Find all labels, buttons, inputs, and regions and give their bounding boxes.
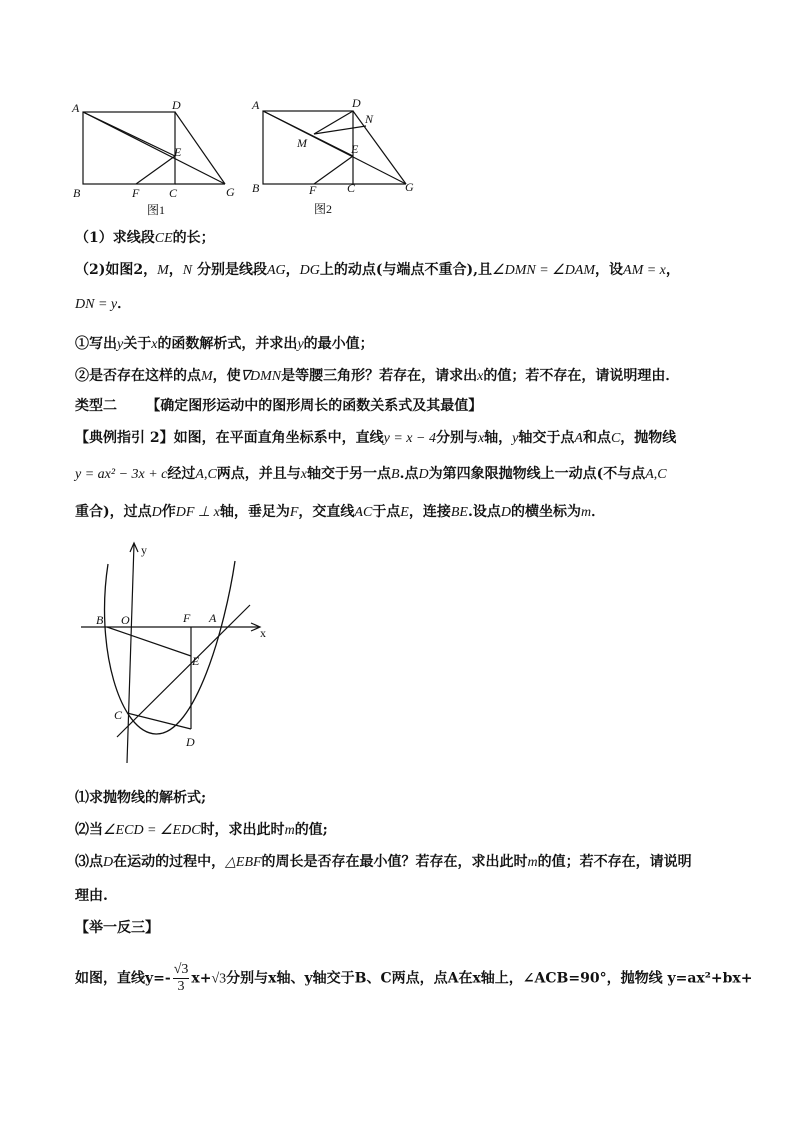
point-d: D (500, 505, 511, 520)
segment-be (107, 627, 191, 656)
point-n: N (182, 263, 193, 278)
q2-comma: ， (665, 262, 680, 278)
var-m: m (284, 823, 295, 838)
sqrt3: √3 (211, 971, 227, 987)
text: ⑴求抛物线的解析式; (75, 790, 207, 806)
label-b: B (252, 181, 260, 195)
label-b: B (73, 186, 81, 200)
text: 于点 (372, 504, 401, 520)
juyi-heading (75, 918, 755, 938)
parabola-equation: y = ax² − 3x + c (75, 467, 168, 482)
q2-comma: ， (168, 262, 183, 278)
triangle-dmn: ∇DMN (240, 369, 282, 384)
text: ②是否存在这样的点 (75, 368, 201, 384)
segment-ef (136, 156, 175, 184)
label-f: F (309, 183, 317, 197)
text: 两点，并且与 (216, 466, 301, 482)
dn-equals-y: DN = y (75, 297, 118, 312)
text: 分别与x轴、y轴交于B、C两点，点A在x轴上，∠ACB=90°，抛物线 y=ax²+bx+ (226, 970, 753, 987)
question-2-cont (75, 294, 755, 315)
text: x+ (191, 970, 212, 987)
figure-2-caption: 图2 (314, 202, 333, 216)
sub-question-3 (75, 852, 755, 873)
example-2-line-1 (75, 428, 755, 449)
text: 的最小值； (303, 336, 374, 352)
sub-question-1 (75, 788, 755, 808)
type-2-heading (75, 396, 755, 416)
text: 经过 (167, 466, 196, 482)
point-d: D (103, 855, 114, 870)
axis-x-label: x (260, 626, 266, 640)
segment-be: BE (450, 505, 468, 520)
question-1-prefix: （1）求线段 (75, 230, 155, 246)
text: 时，求出此时 (200, 822, 285, 838)
text: 的值; (294, 822, 328, 838)
var-y: y (297, 337, 304, 352)
text: 的周长是否存在最小值？若存在，求出此时 (261, 854, 528, 870)
angle-equation: ∠DMN = ∠DAM (492, 263, 596, 278)
question-2 (75, 260, 755, 281)
label-m: M (297, 136, 307, 150)
q2-text: 分别是线段 (192, 262, 267, 278)
am-equals-x: AM = x (623, 263, 666, 278)
label-n: N (365, 112, 374, 126)
q2-text: 上的动点(与端点不重合),且 (319, 262, 493, 278)
example-tag: 【典例指引 2】 (75, 430, 174, 446)
axis-y-label: y (141, 543, 147, 557)
text: 分别与 (435, 430, 478, 446)
point-f: F (289, 505, 299, 520)
var-m: m (527, 855, 538, 870)
figure-1-caption: 图1 (147, 203, 166, 217)
q2-text: ，设 (595, 262, 624, 278)
figure-2 (248, 96, 428, 220)
segment-ae (83, 112, 175, 156)
point-d: D (151, 505, 162, 520)
label-f: F (132, 186, 140, 200)
question-1-suffix: 的长； (172, 230, 215, 246)
text: 轴交于点 (518, 430, 575, 446)
example-2-line-3 (75, 502, 755, 523)
var-x: x (477, 431, 485, 446)
text: 如图，在平面直角坐标系中，直线 (173, 430, 384, 446)
line-equation: y = x − 4 (383, 431, 436, 446)
fraction (173, 962, 190, 995)
text: 为第四象限抛物线上一动点(不与点 (428, 466, 646, 482)
var-y: y (512, 431, 519, 446)
text: 的函数解析式，并求出 (157, 336, 298, 352)
sub-question-2 (75, 820, 755, 841)
text: 重合)，过点 (75, 504, 152, 520)
triangle-ebf: △EBF (225, 855, 262, 870)
text: .点 (399, 466, 419, 482)
example-2-line-2 (75, 464, 755, 485)
label-d: D (172, 98, 181, 112)
text: .设点 (467, 504, 501, 520)
text: 作 (161, 504, 176, 520)
figure-3-diagram (75, 538, 285, 768)
text: 关于 (123, 336, 152, 352)
parabola (105, 561, 235, 734)
label-c: C (169, 186, 178, 200)
point-b: B (391, 467, 400, 482)
var-x: x (300, 467, 308, 482)
var-x: x (151, 337, 158, 352)
label-d: D (186, 735, 195, 749)
label-g: G (226, 185, 235, 199)
y-axis (127, 544, 134, 763)
var-y: y (117, 337, 124, 352)
perpendicular: DF ⊥ x (175, 505, 220, 520)
points-ac: A,C (195, 467, 217, 482)
q2-period: ． (117, 296, 132, 312)
text: 的值；若不存在，请说明 (537, 854, 692, 870)
label-a: A (252, 98, 260, 112)
text: ①写出 (75, 336, 117, 352)
segment-ef (314, 156, 353, 184)
text: 的横坐标为 (510, 504, 581, 520)
text: ⑶点 (75, 854, 103, 870)
points-ac: A,C (645, 467, 667, 482)
q2-prefix: （2)如图2， (75, 262, 158, 278)
angle-equation: ∠ECD = ∠EDC (103, 823, 201, 838)
point-m: M (201, 369, 213, 384)
label-g: G (405, 180, 414, 194)
text: 在运动的过程中， (113, 854, 226, 870)
label-e: E (174, 145, 182, 159)
text: 轴交于另一点 (307, 466, 392, 482)
rectangle-abcd (83, 112, 175, 184)
text: ⑵当 (75, 822, 103, 838)
text: 的值；若不存在，请说明理由． (483, 368, 680, 384)
point-d: D (418, 467, 429, 482)
text: ． (591, 504, 606, 520)
text: 轴，垂足为 (219, 504, 290, 520)
figure-1 (70, 98, 250, 220)
point-m: M (157, 263, 169, 278)
label-b: B (96, 613, 104, 627)
figure-1-diagram (70, 98, 250, 220)
label-c: C (347, 181, 356, 195)
label-d: D (352, 96, 361, 110)
text: ，抛物线 (620, 430, 677, 446)
text: ，连接 (408, 504, 451, 520)
text: 是等腰三角形？若存在，请求出 (281, 368, 478, 384)
point-c: C (610, 431, 621, 446)
fraction-denominator: 3 (177, 979, 185, 994)
type-title: 【确定图形运动中的图形周长的函数关系式及其最值】 (146, 398, 483, 414)
q2-comma: ， (285, 262, 300, 278)
label-c: C (114, 708, 123, 722)
point-a: A (574, 431, 583, 446)
point-e: E (400, 505, 409, 520)
text: 如图，直线y=- (75, 970, 171, 987)
text: 轴， (484, 430, 513, 446)
segment-ce: CE (154, 231, 173, 246)
text: ，交直线 (298, 504, 355, 520)
segment-ag-text: AG (267, 263, 286, 278)
fraction-numerator: √3 (173, 962, 189, 977)
sub-question-3-cont (75, 886, 755, 906)
text: ，使 (212, 368, 241, 384)
label-f: F (183, 611, 191, 625)
line-ac: AC (354, 505, 373, 520)
question-1 (75, 228, 755, 249)
figure-3 (75, 538, 285, 768)
label-a: A (72, 101, 80, 115)
segment-dg (175, 112, 225, 184)
var-m: m (580, 505, 592, 520)
text: 理由. (75, 888, 108, 904)
label-e: E (192, 654, 200, 668)
text: 【举一反三】 (75, 920, 159, 936)
label-e: E (351, 142, 359, 156)
figure-2-diagram (248, 96, 428, 220)
label-o: O (121, 613, 130, 627)
question-2-part-2 (75, 366, 755, 387)
var-x: x (477, 369, 484, 384)
final-problem (75, 962, 755, 1002)
rectangle-abcd (263, 111, 353, 184)
segment-cd (127, 713, 191, 729)
segment-dg (353, 111, 406, 184)
text: 和点 (582, 430, 611, 446)
type-label: 类型二 (75, 398, 117, 414)
label-a: A (209, 611, 217, 625)
segment-ae (263, 111, 353, 156)
segment-dg-text: DG (299, 263, 320, 278)
question-2-part-1 (75, 334, 755, 355)
